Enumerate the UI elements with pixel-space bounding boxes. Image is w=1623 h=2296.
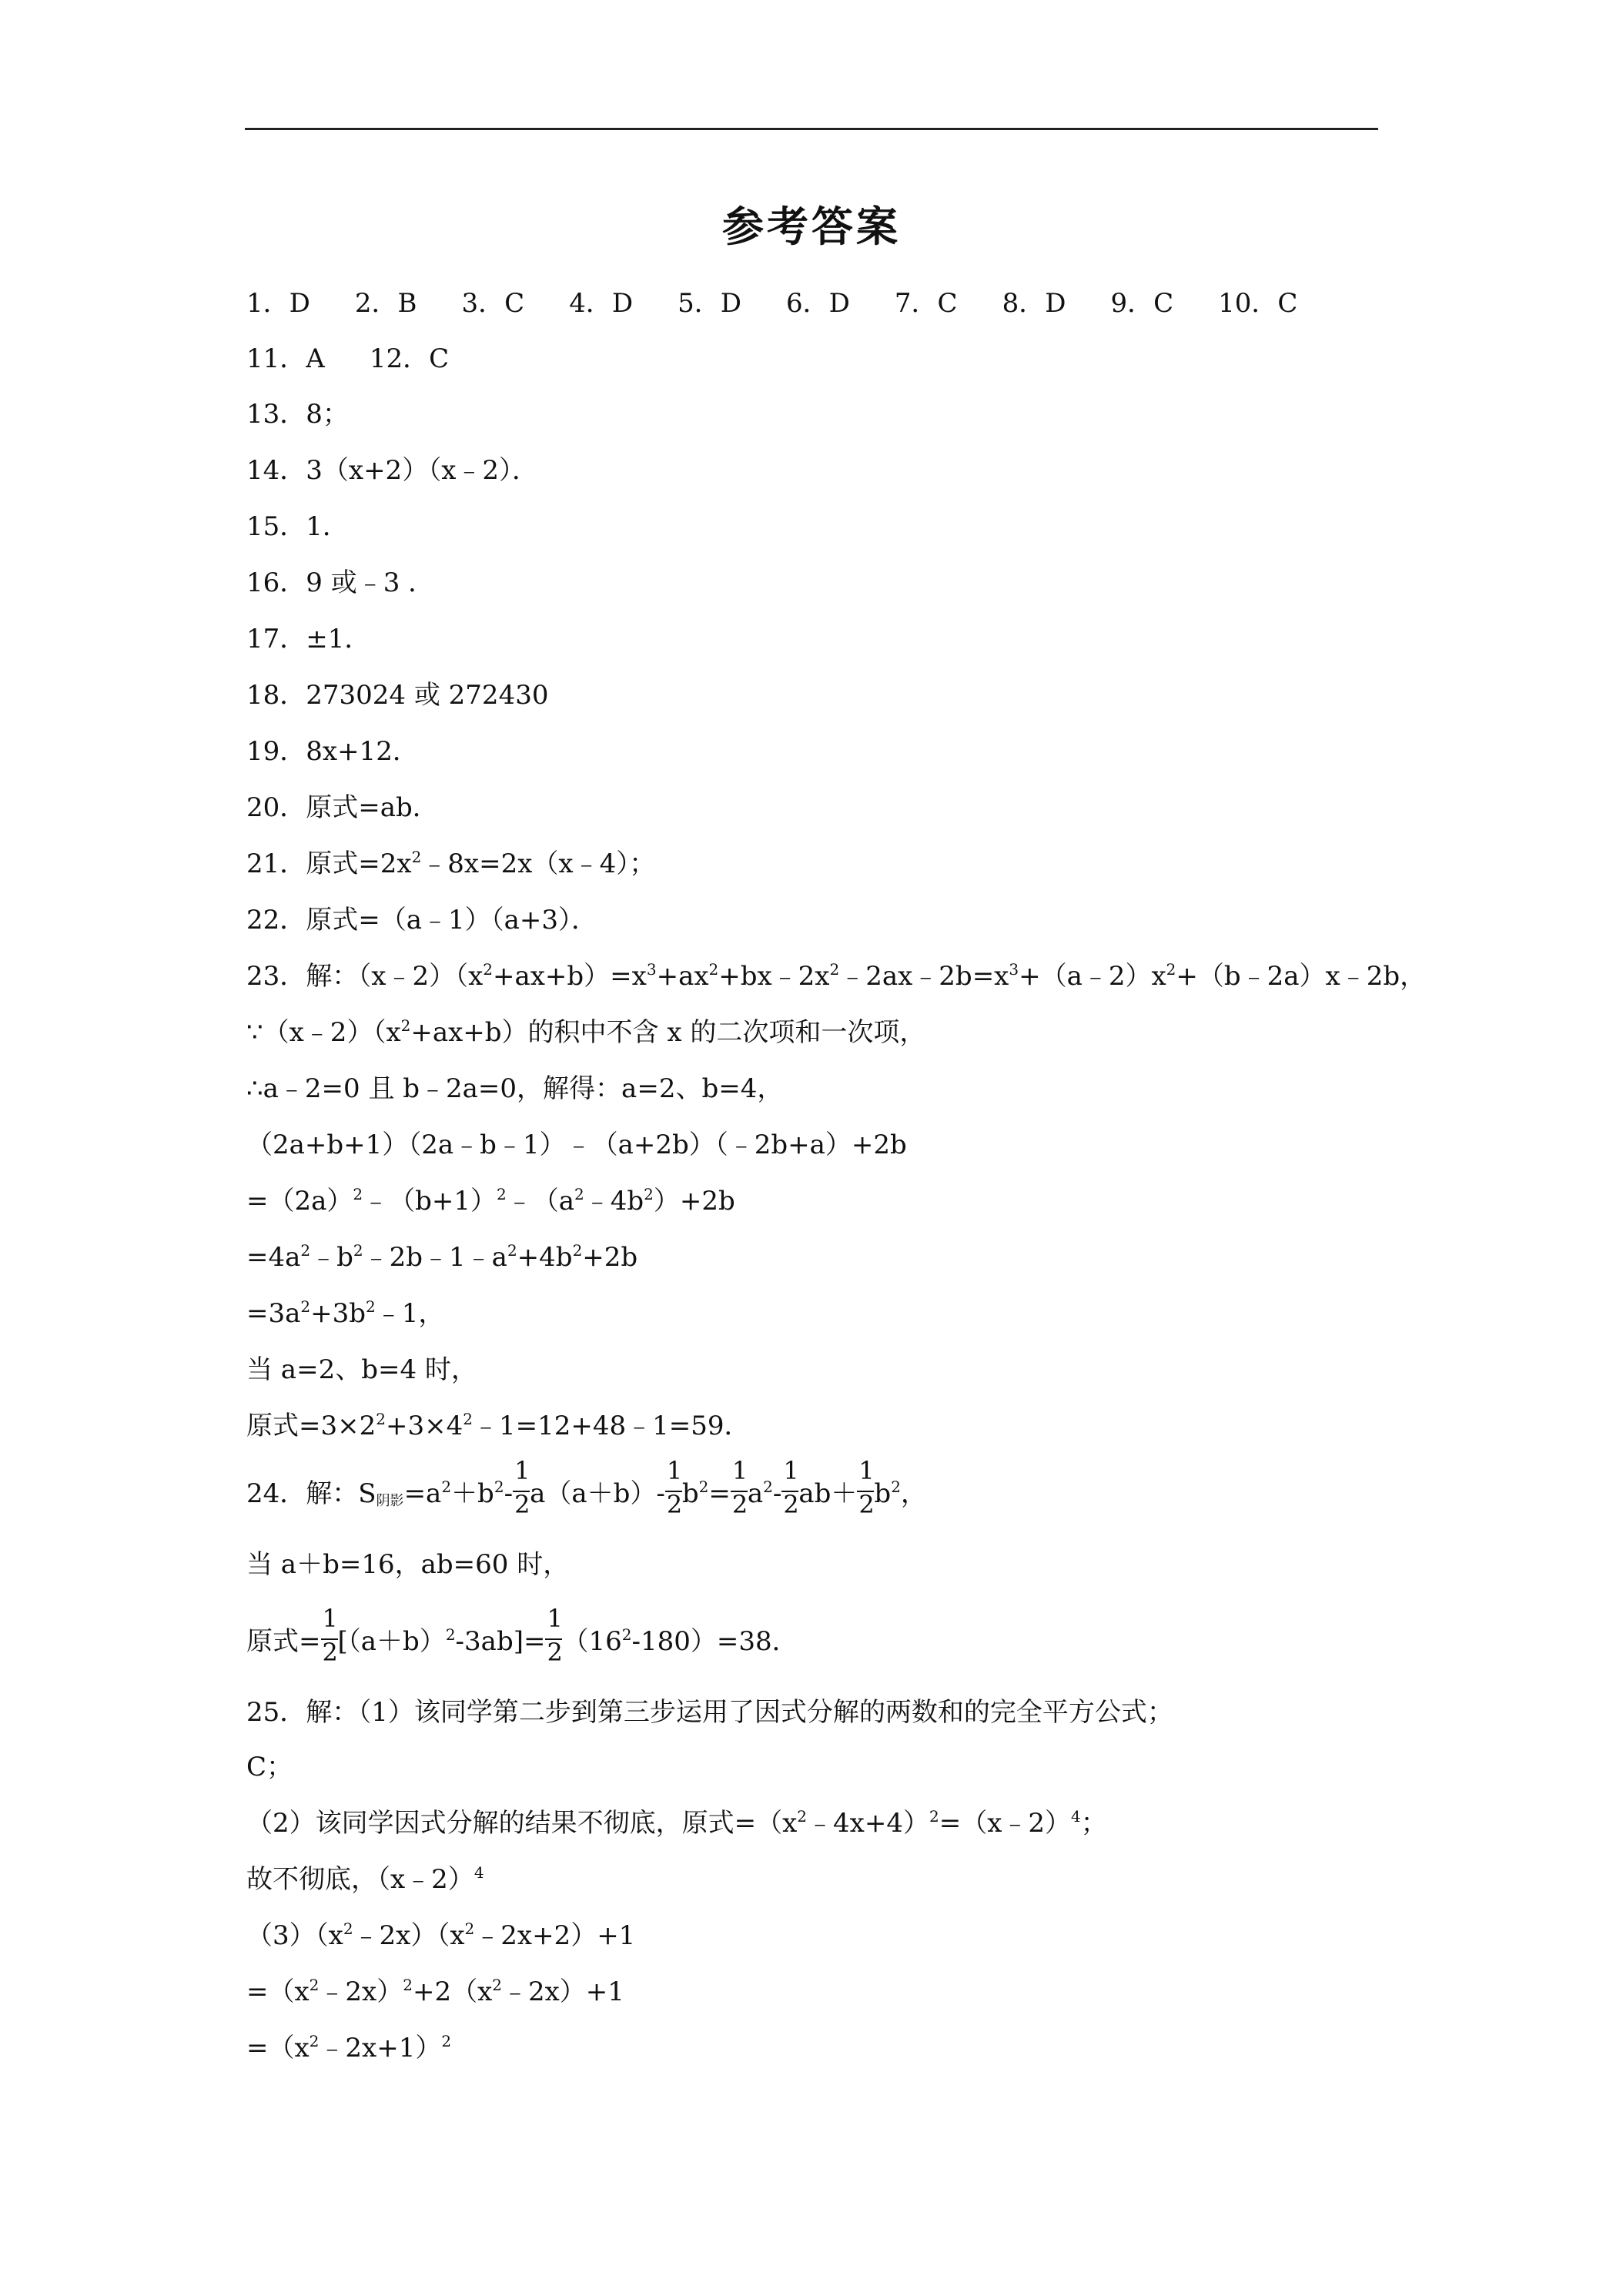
answer-6: 6．D (786, 288, 850, 319)
answer-7: 7．C (894, 288, 958, 319)
answer-13: 13．8； (246, 399, 349, 430)
answer-25-line-7: $=(x^2﹣2x+1)^2$ (246, 2032, 452, 2063)
answer-22: 22．原式=（a﹣1）（a+3）． (246, 905, 598, 935)
answer-11: 11．A (246, 343, 325, 374)
answer-1: 1．D (246, 288, 310, 319)
header-rule (245, 128, 1378, 130)
mc-answers-row-2 (246, 342, 494, 376)
answer-9: 9．C (1110, 288, 1174, 319)
answer-23-line-1: 23．解：$(x﹣2)(x^2+ax+b)=x^3+ax^2+bx﹣2x^2﹣2ax﹣2b=x^3+(a﹣2)x^2+(b﹣2a)x﹣2b$， (246, 960, 1427, 992)
answer-12: 12．C (369, 343, 450, 374)
answer-4: 4．D (569, 288, 634, 319)
answer-25-line-6: $=(x^2﹣2x)^2+2(x^2﹣2x)+1$ (246, 1976, 624, 2007)
answer-19: 19．8x+12． (246, 736, 419, 767)
fraction-half: $\frac{1}{2}$ (731, 1456, 748, 1519)
answer-25-line-4: 故不彻底，（x﹣2）$^4$ (246, 1863, 484, 1895)
answer-18: 18．273024 或 272430 (246, 680, 549, 711)
answer-17: 17．±1． (246, 624, 371, 654)
answer-24-line-3: 原式= $\frac{1}{2}$ $[(a+b)^2-3ab]=$ $\frac{1}{2}$ $(16^2-180)=38$． (246, 1604, 798, 1667)
fraction-half: $\frac{1}{2}$ (783, 1456, 799, 1519)
answer-23-line-2: $\because(x﹣2)(x^2+ax+b)$的积中不含 x 的二次项和一次项， (246, 1016, 926, 1048)
answer-23-line-7: $=3a^2+3b^2﹣1$， (246, 1297, 445, 1329)
answer-14: 14．3（x+2）（x﹣2）． (246, 455, 538, 486)
answer-8: 8．D (1002, 288, 1066, 319)
answer-25-line-5: $(3)(x^2﹣2x)(x^2﹣2x+2)+1$ (246, 1919, 636, 1951)
answer-23-line-3: ∴a﹣2=0 且 b﹣2a=0，解得：a=2、b=4， (246, 1073, 784, 1104)
fraction-half: $\frac{1}{2}$ (547, 1604, 563, 1667)
answer-10: 10．C (1218, 288, 1298, 319)
answer-25-line-3: （2）该同学因式分解的结果不彻底，原式$=(x^2﹣4x+4)^2=(x﹣2)^4$； (246, 1807, 1107, 1839)
answer-20: 20．原式=ab． (246, 792, 439, 823)
answer-23-line-6: $=4a^2﹣b^2﹣2b﹣1﹣a^2+4b^2+2b$ (246, 1241, 638, 1273)
answer-5: 5．D (678, 288, 741, 319)
answer-23-line-4: （2a+b+1）（2a﹣b﹣1）﹣（a+2b）（﹣2b+a）+2b (246, 1130, 907, 1160)
page-title: 参考答案 (722, 202, 901, 251)
answer-23-line-9: 原式$=3\times 2^2+3\times 4^2﹣1=12+48﹣1=59$． (246, 1410, 751, 1441)
answer-2: 2．B (354, 288, 417, 319)
answer-15: 15．1． (246, 511, 349, 542)
answer-25-line-1: 25．解：（1）该同学第二步到第三步运用了因式分解的两数和的完全平方公式； (246, 1697, 1173, 1728)
fraction-half: $\frac{1}{2}$ (858, 1456, 875, 1519)
fraction-half: $\frac{1}{2}$ (666, 1456, 683, 1519)
fraction-half: $\frac{1}{2}$ (514, 1456, 530, 1519)
fraction-half: $\frac{1}{2}$ (322, 1604, 338, 1667)
answer-23-line-8: 当 a=2、b=4 时， (246, 1354, 477, 1385)
answer-16: 16．9 或﹣3 ． (246, 567, 435, 598)
mc-answers-row-1 (246, 286, 1342, 320)
answer-3: 3．C (461, 288, 525, 319)
answer-21: 21．原式$=2x^2﹣8x=2x(x﹣4)$； (246, 848, 656, 879)
answer-24-line-1: 24．解：$S_{阴影}=a^2+b^2-$ $\frac{1}{2}$ a（a＋b）- $\frac{1}{2}$ $b^2=$ $\frac{1}{2}$ $a^2-$ $\frac{1}{2}$ ab＋ $\frac{1}{2}$ $b^2$， (246, 1456, 927, 1519)
answer-24-line-2: 当 a＋b=16，ab=60 时， (246, 1549, 570, 1580)
answer-25-line-2: C； (246, 1752, 293, 1782)
answer-23-line-5: $=(2a)^2﹣(b+1)^2﹣(a^2﹣4b^2)+2b$ (246, 1185, 735, 1217)
